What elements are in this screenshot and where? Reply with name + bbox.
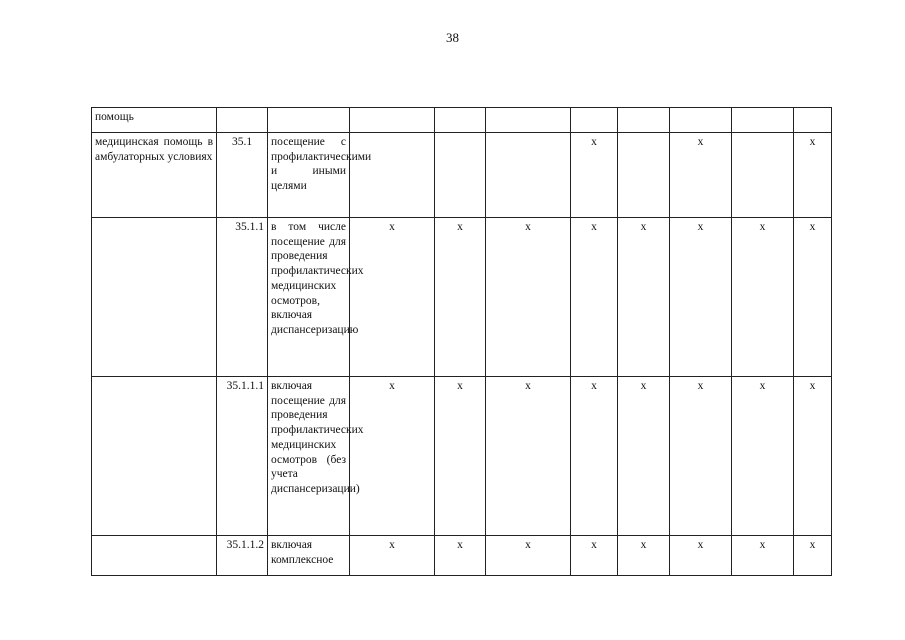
mark-cell: x bbox=[486, 377, 571, 536]
mark-cell: x bbox=[794, 218, 832, 377]
code-cell: 35.1.1.1 bbox=[217, 377, 268, 536]
mark-cell: x bbox=[670, 536, 732, 576]
mark-cell: x bbox=[435, 536, 486, 576]
code-cell: 35.1.1 bbox=[217, 218, 268, 377]
mark-cell bbox=[670, 108, 732, 133]
mark-cell bbox=[435, 108, 486, 133]
mark-cell: x bbox=[350, 218, 435, 377]
page-number: 38 bbox=[446, 30, 459, 45]
category-cell bbox=[92, 377, 217, 536]
code-cell: 35.1.1.2 bbox=[217, 536, 268, 576]
mark-cell bbox=[794, 108, 832, 133]
mark-cell bbox=[486, 133, 571, 218]
data-table bbox=[91, 107, 832, 576]
code-cell bbox=[217, 108, 268, 133]
mark-cell: x bbox=[794, 133, 832, 218]
mark-cell: x bbox=[486, 218, 571, 377]
table-row bbox=[92, 377, 832, 536]
mark-cell bbox=[618, 108, 670, 133]
code-cell: 35.1 bbox=[217, 133, 268, 218]
mark-cell: x bbox=[670, 377, 732, 536]
mark-cell: x bbox=[794, 377, 832, 536]
mark-cell bbox=[350, 108, 435, 133]
mark-cell: x bbox=[670, 133, 732, 218]
mark-cell bbox=[732, 133, 794, 218]
table-row bbox=[92, 108, 832, 133]
mark-cell: x bbox=[435, 218, 486, 377]
name-cell: посещение с профилактическими и иными целями bbox=[268, 133, 350, 218]
category-cell bbox=[92, 218, 217, 377]
mark-cell: x bbox=[794, 536, 832, 576]
table-row bbox=[92, 536, 832, 576]
table-row bbox=[92, 218, 832, 377]
mark-cell: x bbox=[571, 536, 618, 576]
name-cell bbox=[268, 108, 350, 133]
mark-cell: x bbox=[618, 536, 670, 576]
mark-cell: x bbox=[486, 536, 571, 576]
mark-cell: x bbox=[670, 218, 732, 377]
mark-cell: x bbox=[618, 218, 670, 377]
category-cell: помощь bbox=[92, 108, 217, 133]
mark-cell bbox=[732, 108, 794, 133]
mark-cell: x bbox=[732, 218, 794, 377]
name-cell: включая посещение для проведения профилактических медицинских осмотров (без учета диспансеризации) bbox=[268, 377, 350, 536]
name-cell: в том числе посещение для проведения профилактических медицинских осмотров, включая диспансеризацию bbox=[268, 218, 350, 377]
mark-cell bbox=[350, 133, 435, 218]
category-cell: медицинская помощь в амбулаторных условиях bbox=[92, 133, 217, 218]
mark-cell: x bbox=[350, 377, 435, 536]
mark-cell: x bbox=[350, 536, 435, 576]
mark-cell: x bbox=[571, 377, 618, 536]
table-row bbox=[92, 133, 832, 218]
mark-cell bbox=[435, 133, 486, 218]
mark-cell: x bbox=[732, 536, 794, 576]
mark-cell: x bbox=[618, 377, 670, 536]
mark-cell bbox=[618, 133, 670, 218]
mark-cell: x bbox=[571, 133, 618, 218]
mark-cell bbox=[571, 108, 618, 133]
mark-cell: x bbox=[571, 218, 618, 377]
category-cell bbox=[92, 536, 217, 576]
name-cell: включая комплексное bbox=[268, 536, 350, 576]
mark-cell: x bbox=[732, 377, 794, 536]
mark-cell: x bbox=[435, 377, 486, 536]
mark-cell bbox=[486, 108, 571, 133]
